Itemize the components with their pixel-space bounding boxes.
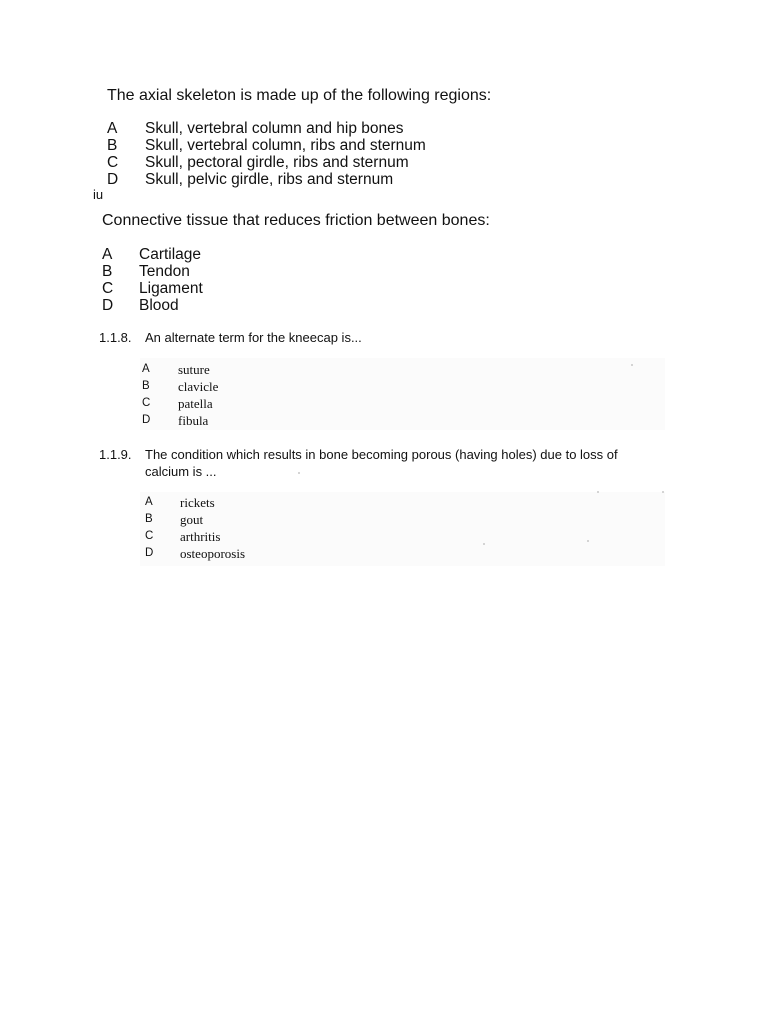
option-letter: B [107,137,118,154]
question-heading [99,446,659,480]
option-letter: A [102,246,113,263]
question-osteoporosis [99,446,659,562]
option-text: osteoporosis [180,546,245,561]
option-text: Skull, pelvic girdle, ribs and sternum [145,171,394,188]
option-letter: A [142,363,150,375]
option-d [107,171,491,188]
option-letter: C [145,530,154,542]
option-letter: C [107,154,119,171]
option-c [102,280,490,297]
question-connective-tissue [102,211,490,314]
option-d [102,297,490,314]
option-text: Skull, pectoral girdle, ribs and sternum [145,154,409,171]
option-b [107,137,491,154]
option-text: Tendon [139,263,190,280]
stray-text: iu [93,187,104,202]
option-c [107,154,491,171]
option-letter: D [102,297,114,314]
question-number: 1.1.8. [99,330,132,345]
option-letter: B [102,263,113,280]
option-text: Ligament [139,280,203,297]
option-b [142,378,362,395]
question-kneecap [99,329,362,429]
option-c [142,395,362,412]
option-c [145,528,659,545]
option-text: clavicle [178,379,219,394]
option-letter: D [107,171,119,188]
question-title: The axial skeleton is made up of the following regions: [107,87,492,104]
option-b [102,263,490,280]
option-text: Skull, vertebral column, ribs and sternum [145,137,426,154]
question-number: 1.1.9. [99,447,132,462]
option-letter: A [107,120,118,137]
option-a [145,494,659,511]
option-text: Skull, vertebral column and hip bones [145,120,404,137]
option-text: Blood [139,297,179,314]
option-text: fibula [178,413,209,428]
question-title: The condition which results in bone becoming porous (having holes) due to loss of calcium is ... [145,447,618,479]
option-text: arthritis [180,529,221,544]
option-letter: D [142,414,151,426]
option-letter: B [145,513,153,525]
question-axial-skeleton [107,86,491,188]
option-text: Cartilage [139,246,202,263]
option-letter: C [102,280,114,297]
option-a [142,361,362,378]
option-d [142,412,362,429]
option-letter: A [145,496,153,508]
scan-speck [631,364,633,366]
option-text: patella [178,396,213,411]
option-a [102,246,490,263]
question-title: Connective tissue that reduces friction between bones: [102,212,490,229]
question-heading [99,329,362,346]
option-text: rickets [180,495,215,510]
option-letter: B [142,380,150,392]
question-title: An alternate term for the kneecap is... [145,330,362,345]
option-text: gout [180,512,204,527]
option-a [107,120,491,137]
option-b [145,511,659,528]
option-letter: C [142,397,151,409]
option-letter: D [145,547,154,559]
scan-speck [662,491,664,493]
option-text: suture [178,362,210,377]
option-d [145,545,659,562]
